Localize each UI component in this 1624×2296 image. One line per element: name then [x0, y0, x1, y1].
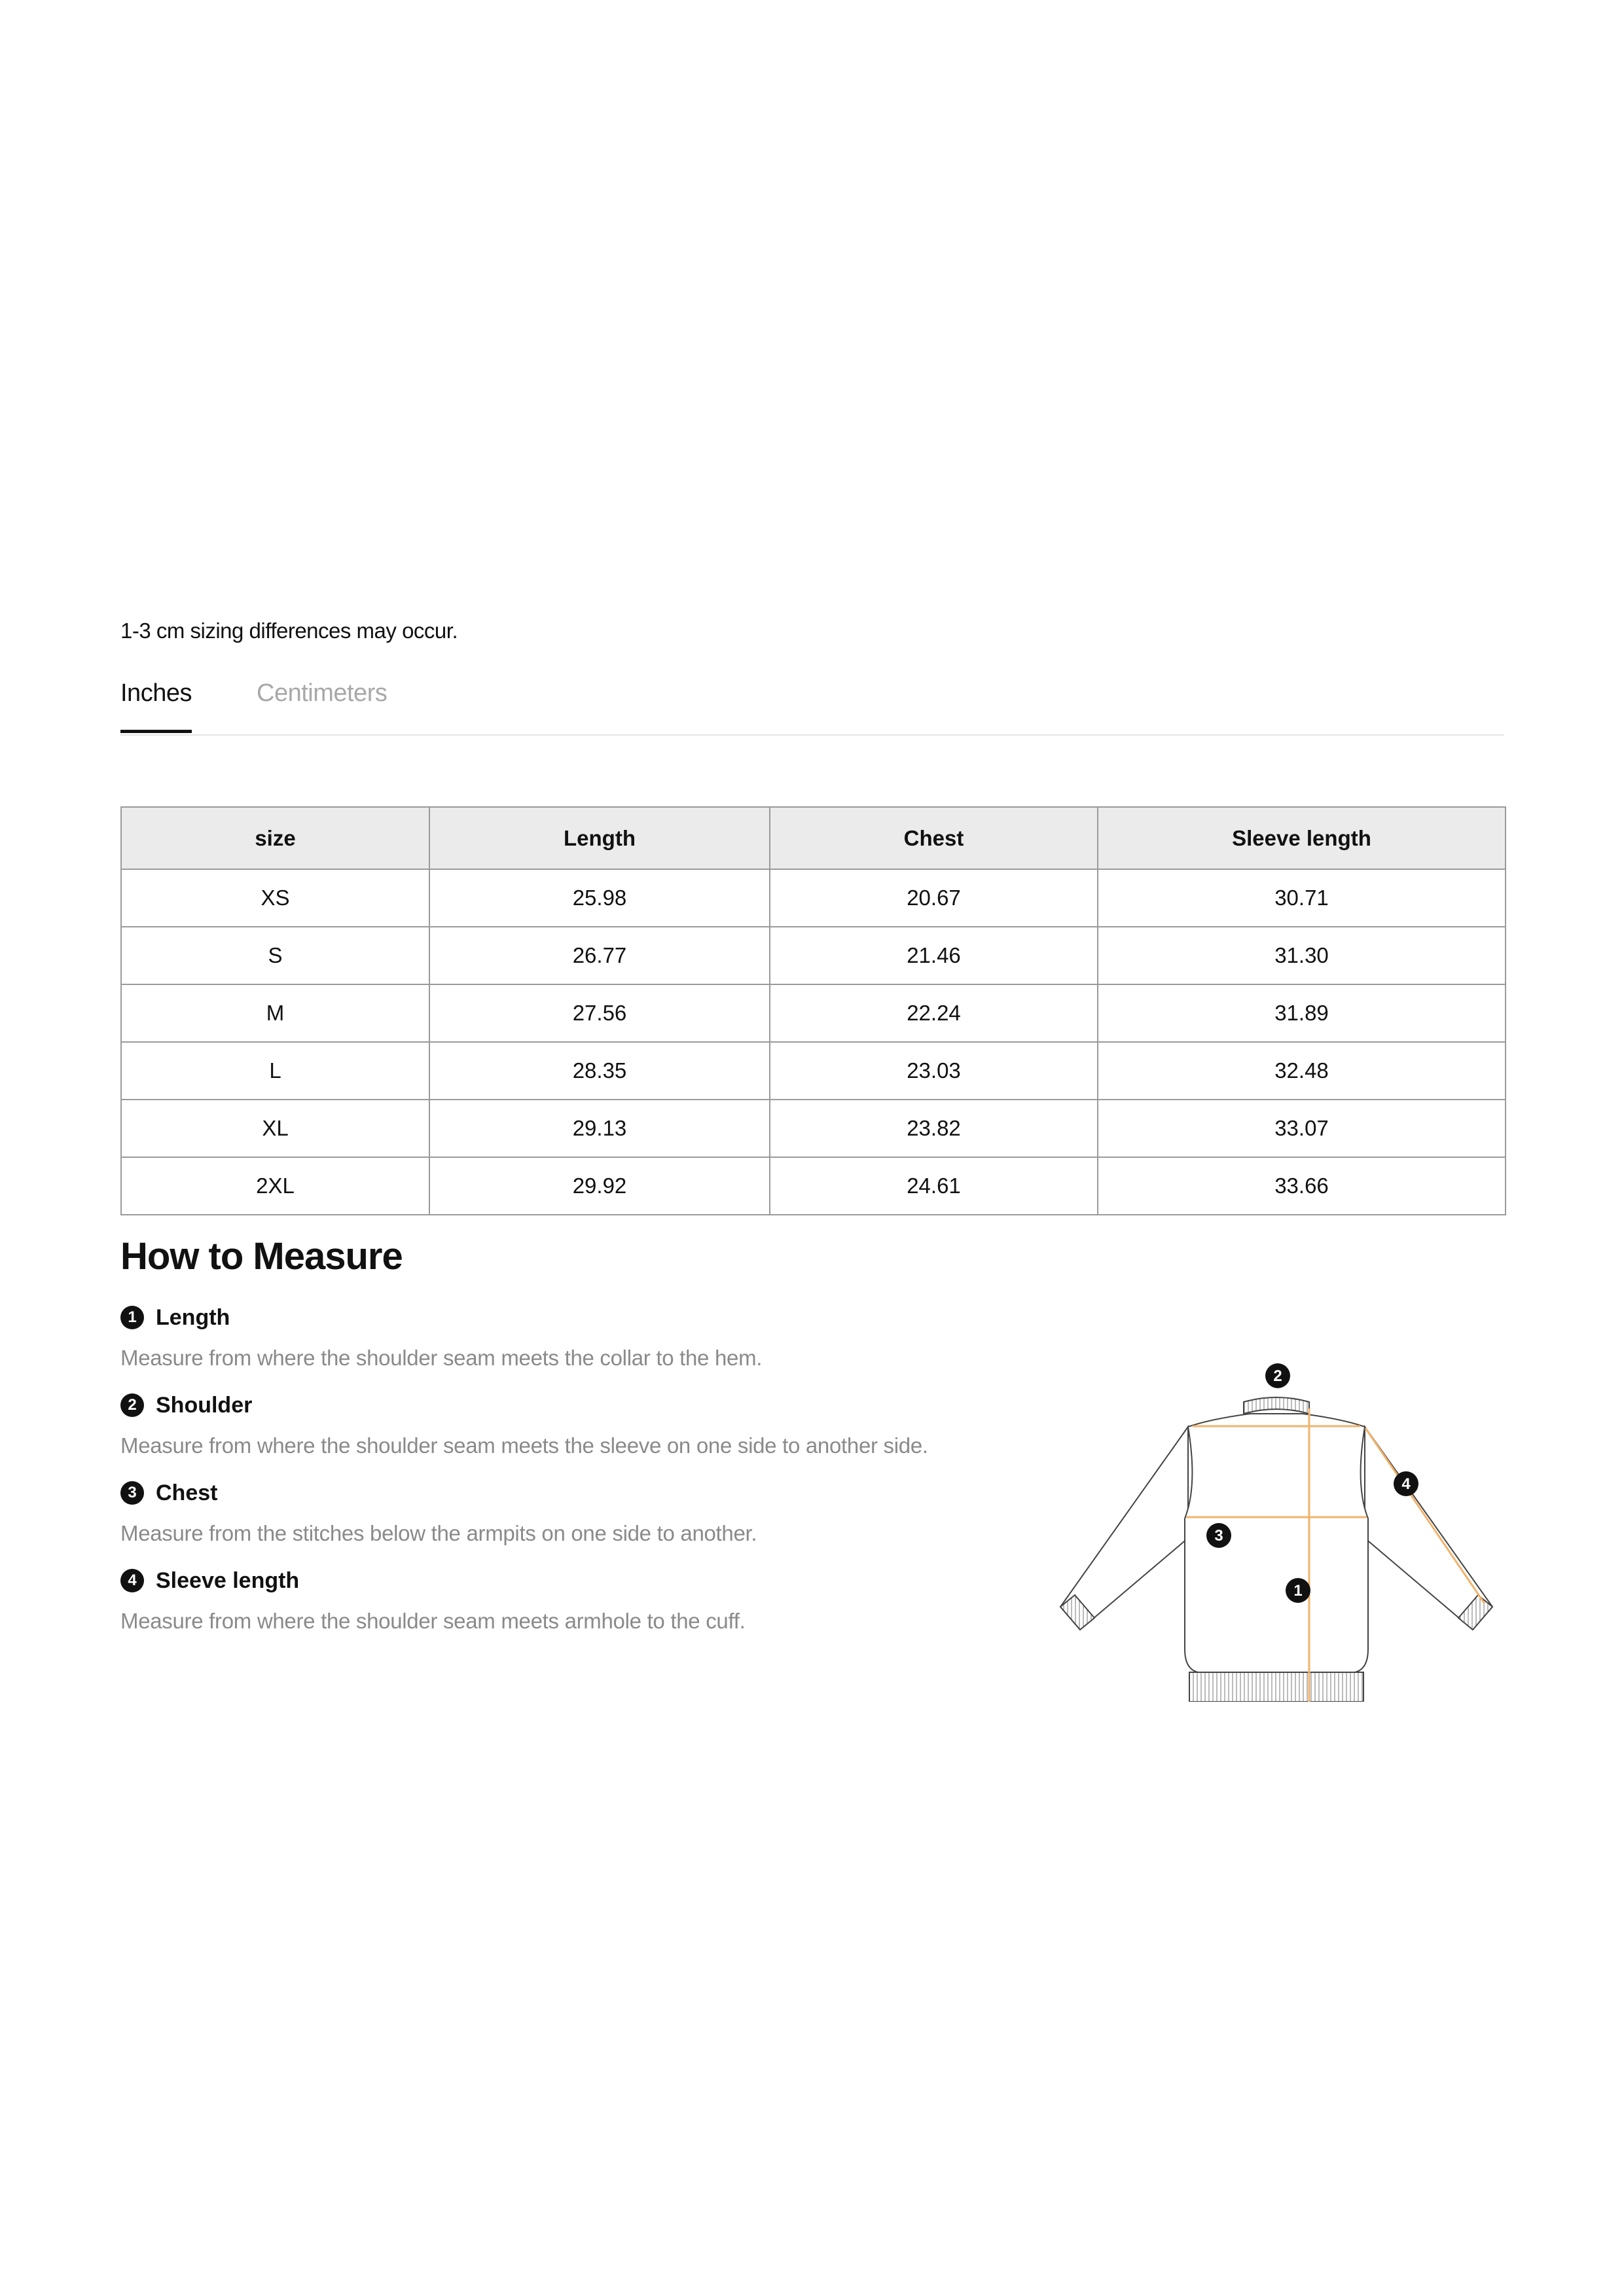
cell-sleeve-length: 33.07 [1098, 1100, 1506, 1157]
number-2-icon: 2 [120, 1393, 144, 1417]
number-3-icon: 3 [120, 1481, 144, 1505]
step-label: Shoulder [156, 1392, 253, 1418]
cell-chest: 21.46 [770, 927, 1098, 984]
table-row [121, 1042, 1506, 1100]
table-row [121, 869, 1506, 927]
cell-size: S [121, 927, 429, 984]
cell-length: 29.92 [429, 1157, 770, 1215]
cell-sleeve-length: 30.71 [1098, 869, 1506, 927]
step-description: Measure from where the shoulder seam meets armhole to the cuff. [120, 1609, 746, 1633]
step-label: Length [156, 1304, 230, 1330]
cell-size: XS [121, 869, 429, 927]
cell-size: M [121, 984, 429, 1042]
step-sleeve-length [120, 1564, 1037, 1652]
cell-chest: 24.61 [770, 1157, 1098, 1215]
table-header-row [121, 807, 1506, 869]
header-chest: Chest [770, 807, 1098, 869]
svg-text:1: 1 [1293, 1582, 1303, 1600]
step-description: Measure from where the shoulder seam meets the collar to the hem. [120, 1346, 763, 1370]
cell-length: 27.56 [429, 984, 770, 1042]
step-shoulder [120, 1389, 1037, 1477]
number-4-icon: 4 [120, 1569, 144, 1592]
sizing-note: 1-3 cm sizing differences may occur. [120, 619, 458, 643]
cell-sleeve-length: 31.89 [1098, 984, 1506, 1042]
right-sleeve [1365, 1427, 1492, 1630]
cell-chest: 23.03 [770, 1042, 1098, 1100]
step-chest [120, 1477, 1037, 1564]
size-table [120, 806, 1506, 1215]
svg-text:2: 2 [1273, 1367, 1282, 1385]
table-row [121, 984, 1506, 1042]
step-description: Measure from the stitches below the armpits on one side to another. [120, 1521, 757, 1545]
cell-chest: 23.82 [770, 1100, 1098, 1157]
header-length: Length [429, 807, 770, 869]
cell-chest: 20.67 [770, 869, 1098, 927]
table-row [121, 1100, 1506, 1157]
cell-sleeve-length: 31.30 [1098, 927, 1506, 984]
hem-band [1189, 1672, 1363, 1702]
svg-text:4: 4 [1401, 1475, 1411, 1493]
cell-length: 25.98 [429, 869, 770, 927]
marker-3-icon [1206, 1523, 1231, 1548]
cell-length: 28.35 [429, 1042, 770, 1100]
tab-centimeters[interactable]: Centimeters [257, 679, 388, 707]
table-row [121, 927, 1506, 984]
marker-2-icon [1265, 1363, 1290, 1388]
step-length [120, 1301, 1037, 1389]
cell-sleeve-length: 32.48 [1098, 1042, 1506, 1100]
number-1-icon: 1 [120, 1306, 144, 1329]
header-sleeve-length: Sleeve length [1098, 807, 1506, 869]
marker-4-icon [1394, 1471, 1418, 1496]
cell-length: 26.77 [429, 927, 770, 984]
step-label: Sleeve length [156, 1568, 300, 1593]
table-row [121, 1157, 1506, 1215]
sweater-measurement-diagram [1047, 1361, 1506, 1702]
cell-chest: 22.24 [770, 984, 1098, 1042]
step-label: Chest [156, 1480, 218, 1505]
cell-sleeve-length: 33.66 [1098, 1157, 1506, 1215]
measure-steps [120, 1301, 1037, 1652]
cell-size: L [121, 1042, 429, 1100]
svg-text:3: 3 [1214, 1527, 1223, 1545]
how-to-measure-title: How to Measure [120, 1235, 403, 1278]
step-description: Measure from where the shoulder seam meets the sleeve on one side to another side. [120, 1433, 928, 1458]
left-sleeve [1060, 1427, 1188, 1630]
tab-inches[interactable]: Inches [120, 679, 192, 733]
cell-size: XL [121, 1100, 429, 1157]
unit-tabs [120, 674, 1504, 736]
marker-1-icon [1286, 1578, 1310, 1603]
cell-size: 2XL [121, 1157, 429, 1215]
collar [1244, 1397, 1309, 1414]
header-size: size [121, 807, 429, 869]
cell-length: 29.13 [429, 1100, 770, 1157]
